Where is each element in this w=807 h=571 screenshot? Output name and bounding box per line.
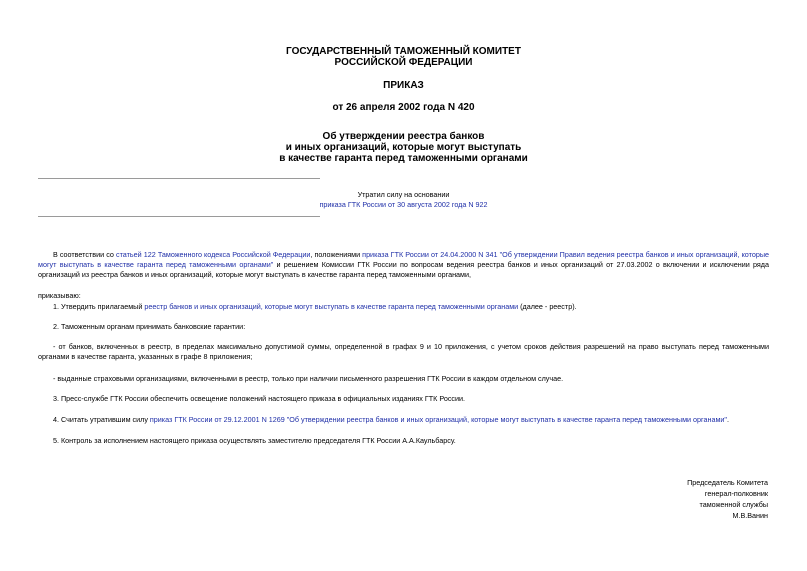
item-2a: - от банков, включенных в реестр, в пределах максимально допустимой суммы, определенной в графах 9 и 10 приложения, с учетом сроков действия разрешений на право выступать перед таможенными органами в качестве гаранта, указанных в графе 8 приложения; bbox=[38, 342, 769, 361]
item-5: 5. Контроль за исполнением настоящего приказа осуществлять заместителю председателя ГТК России А.А.Каульбарсу. bbox=[53, 436, 456, 445]
org-name-line1: ГОСУДАРСТВЕННЫЙ ТАМОЖЕННЫЙ КОМИТЕТ bbox=[286, 46, 521, 57]
signature-rank: генерал-полковник bbox=[704, 489, 768, 498]
signature-position: Председатель Комитета bbox=[687, 478, 768, 487]
status-line: Утратил силу на основании bbox=[357, 190, 450, 199]
item-1: 1. Утвердить прилагаемый реестр банков и иных организаций, которые могут выступать в качестве гаранта перед таможенными органами (далее - реестр). bbox=[53, 302, 577, 311]
document-date: от 26 апреля 2002 года N 420 bbox=[332, 102, 475, 113]
signature-service: таможенной службы bbox=[699, 500, 768, 509]
signature-name: М.В.Ванин bbox=[732, 511, 768, 520]
customs-code-article-link[interactable]: статьей 122 Таможенного кодекса Российской Федерации bbox=[115, 250, 311, 259]
item-2b: - выданные страховыми организациями, включенными в реестр, только при наличии письменного разрешения ГТК России в каждом отдельном случае. bbox=[53, 374, 564, 383]
item-3: 3. Пресс-службе ГТК России обеспечить освещение положений настоящего приказа в официальных изданиях ГТК России. bbox=[53, 394, 466, 403]
order-1269-link[interactable]: приказ ГТК России от 29.12.2001 N 1269 "Об утверждении реестра банков и иных организаций, которые могут выступать в качестве гаранта перед таможенными органами" bbox=[149, 415, 727, 424]
document-title-line3: в качестве гаранта перед таможенными органами bbox=[279, 153, 528, 164]
divider-bottom bbox=[38, 216, 320, 217]
order-word: приказываю: bbox=[38, 291, 81, 300]
document-title-line1: Об утверждении реестра банков bbox=[322, 131, 485, 142]
preamble-paragraph: В соответствии со статьей 122 Таможенного кодекса Российской Федерации, положениями приказа ГТК России от 24.04.2000 N 341 "Об утверждении Правил ведения реестра банков и иных организаций, которые могут выступать в качестве гаранта перед таможенными органами" и решением Комиссии ГТК России по вопросам ведения реестра банков и иных организаций от 27.03.2002 о включении и исключении ряда организаций из реестра банков и иных организаций, которые могут выступать в качестве гаранта перед таможенными органами, bbox=[38, 250, 769, 279]
order-341-link[interactable]: приказа ГТК России от 24.04.2000 N 341 "Об утверждении Правил ведения реестра банков и иных организаций, которые могут выступать в качестве гаранта перед таможенными органами" bbox=[38, 250, 769, 269]
divider-top bbox=[38, 178, 320, 179]
item-4: 4. Считать утратившим силу приказ ГТК России от 29.12.2001 N 1269 "Об утверждении реестра банков и иных организаций, которые могут выступать в качестве гаранта перед таможенными органами". bbox=[53, 415, 729, 424]
item-2: 2. Таможенным органам принимать банковские гарантии: bbox=[53, 322, 246, 331]
repeal-order-link[interactable]: приказа ГТК России от 30 августа 2002 года N 922 bbox=[319, 200, 488, 209]
document-type: ПРИКАЗ bbox=[383, 80, 424, 91]
document-title-line2: и иных организаций, которые могут выступать bbox=[285, 142, 522, 153]
registry-link[interactable]: реестр банков и иных организаций, которые могут выступать в качестве гаранта перед таможенными органами bbox=[144, 302, 519, 311]
org-name-line2: РОССИЙСКОЙ ФЕДЕРАЦИИ bbox=[334, 57, 473, 68]
